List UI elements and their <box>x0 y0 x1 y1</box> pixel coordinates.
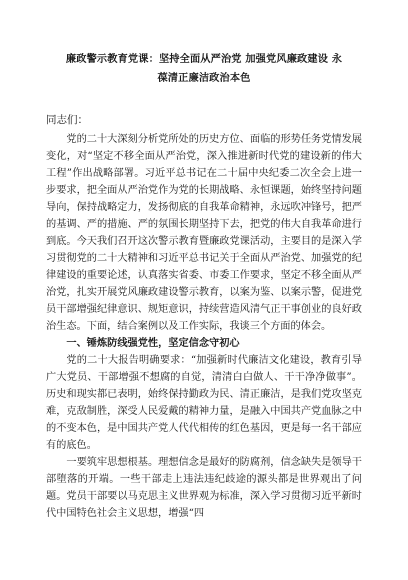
salutation: 同志们： <box>46 114 88 126</box>
intro-paragraph: 党的二十大深刻分析党所处的历史方位、面临的形势任务党情发展变化，对“坚定不移全面从严治党，深入推进新时代党的建设新的伟大工程”作出战略部署。习近平总书记在二十届中央纪委二次全会上进一步要求，把全面从严治党作为党的长期战略、永恒课题，始终坚持问题导向，保持战略定力，发扬彻底的自我革命精神，永远吹冲锋号，把严的基调、严的措施、严的氛围长期坚持下去，把党的伟大自我革命进行到底。今天我们召开这次警示教育暨廉政党课活动，主要目的是深入学习贯彻党的二十大精神和习近平总书记关于全面从严治党、加强党的纪律建设的重要论述，认真落实省委、市委工作要求，坚定不移全面从严治党，扎实开展党风廉政建设警示教育，以案为鉴、以案示警，促进党员干部增强纪律意识、规矩意识，持续营造风清气正干事创业的良好政治生态。下面，结合案例以及工作实际，我谈三个方面的体会。 <box>46 134 362 332</box>
section-paragraph: 党的二十大报告明确要求：“加强新时代廉洁文化建设，教育引导广大党员、干部增强不想腐的自觉，清清白白做人、干干净净做事”。历史和现实都已表明，始终保持勤政为民、清正廉洁，是我们党攻坚克难，克敌制胜，深受人民爱戴的精神力量，是融入中国共产党血脉之中的不变本色，是中国共产党人代代相传的红色基因，更是每一名干部应有的底色。 <box>46 355 362 451</box>
document-title: 廉政警示教育党课：坚持全面从严治党 加强党风廉政建设 永 葆清正廉洁政治本色 <box>65 54 343 84</box>
section-heading: 一、锤炼防线强党性，坚定信念守初心 <box>66 338 240 349</box>
section-paragraph: 一要筑牢思想根基。理想信念是最好的防腐剂，信念缺失是领导干部堕落的开端。一些干部走上违法违纪歧途的源头都是世界观出了问题。党员干部要以马克思主义世界观为标准，深入学习贯彻习近平新时代中国特色社会主义思想，增强“四 <box>46 457 362 519</box>
